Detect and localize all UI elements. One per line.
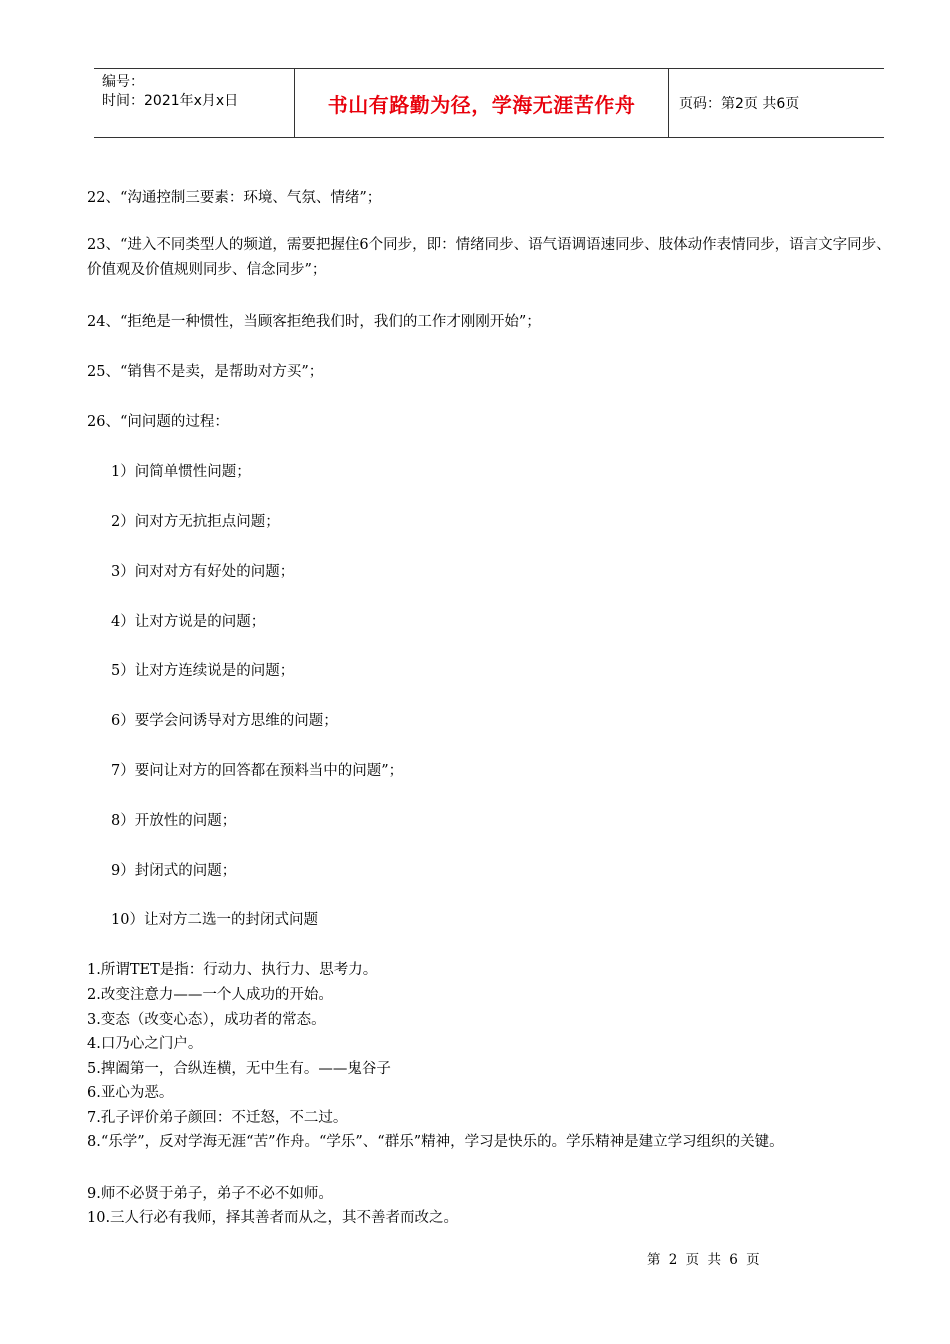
numbered-item: 2.改变注意力——一个人成功的开始。 <box>87 987 333 1003</box>
sub-item: 8）开放性的问题； <box>111 813 237 829</box>
numbered-item: 5.捭阖第一，合纵连横，无中生有。——鬼谷子 <box>87 1061 391 1077</box>
numbered-item: 1.所谓TET是指：行动力、执行力、思考力。 <box>87 962 378 978</box>
numbered-item: 10.三人行必有我师，择其善者而从之，其不善者而改之。 <box>87 1210 459 1226</box>
item-25: 25、“销售不是卖，是帮助对方买”； <box>87 364 324 380</box>
numbered-item: 4.口乃心之门户。 <box>87 1036 203 1052</box>
sub-item: 5）让对方连续说是的问题； <box>111 663 295 679</box>
numbered-item: 8.“乐学”，反对学海无涯“苦”作舟。“学乐”、“群乐”精神，学习是快乐的。学乐精神是建立学习组织的关键。 <box>87 1134 784 1150</box>
sub-item: 10）让对方二选一的封闭式问题 <box>111 912 318 928</box>
item-24: 24、“拒绝是一种惯性，当顾客拒绝我们时，我们的工作才刚刚开始”； <box>87 314 541 330</box>
sub-item: 1）问简单惯性问题； <box>111 464 251 480</box>
sub-item: 3）问对对方有好处的问题； <box>111 564 295 580</box>
time-label: 时间：2021年x月x日 <box>102 93 239 109</box>
sub-item: 9）封闭式的问题； <box>111 863 237 879</box>
header-meta-cell <box>94 69 295 137</box>
item-22: 22、“沟通控制三要素：环境、气氛、情绪”； <box>87 190 382 206</box>
item-23: 23、“进入不同类型人的频道，需要把握住6个同步，即：情绪同步、语气语调语速同步、肢体动作表情同步，语言文字同步、价值观及价值规则同步、信念同步”； <box>87 237 891 278</box>
number-label: 编号： <box>102 74 144 90</box>
sub-item: 4）让对方说是的问题； <box>111 614 266 630</box>
sub-item: 6）要学会问诱导对方思维的问题； <box>111 713 338 729</box>
numbered-item: 7.孔子评价弟子颜回：不迁怒，不二过。 <box>87 1110 348 1126</box>
header-page-info: 页码：第2页 共6页 <box>679 96 800 112</box>
document-header <box>94 68 884 138</box>
sub-item: 7）要问让对方的回答都在预料当中的问题”； <box>111 763 404 779</box>
header-slogan: 书山有路勤为径，学海无涯苦作舟 <box>295 69 669 137</box>
item-26: 26、“问问题的过程： <box>87 414 229 430</box>
numbered-item: 6.亚心为恶。 <box>87 1085 174 1101</box>
numbered-item: 3.变态（改变心态），成功者的常态。 <box>87 1012 326 1028</box>
numbered-item: 9.师不必贤于弟子，弟子不必不如师。 <box>87 1186 333 1202</box>
page-footer: 第 2 页 共 6 页 <box>647 1252 762 1268</box>
sub-item: 2）问对方无抗拒点问题； <box>111 514 280 530</box>
